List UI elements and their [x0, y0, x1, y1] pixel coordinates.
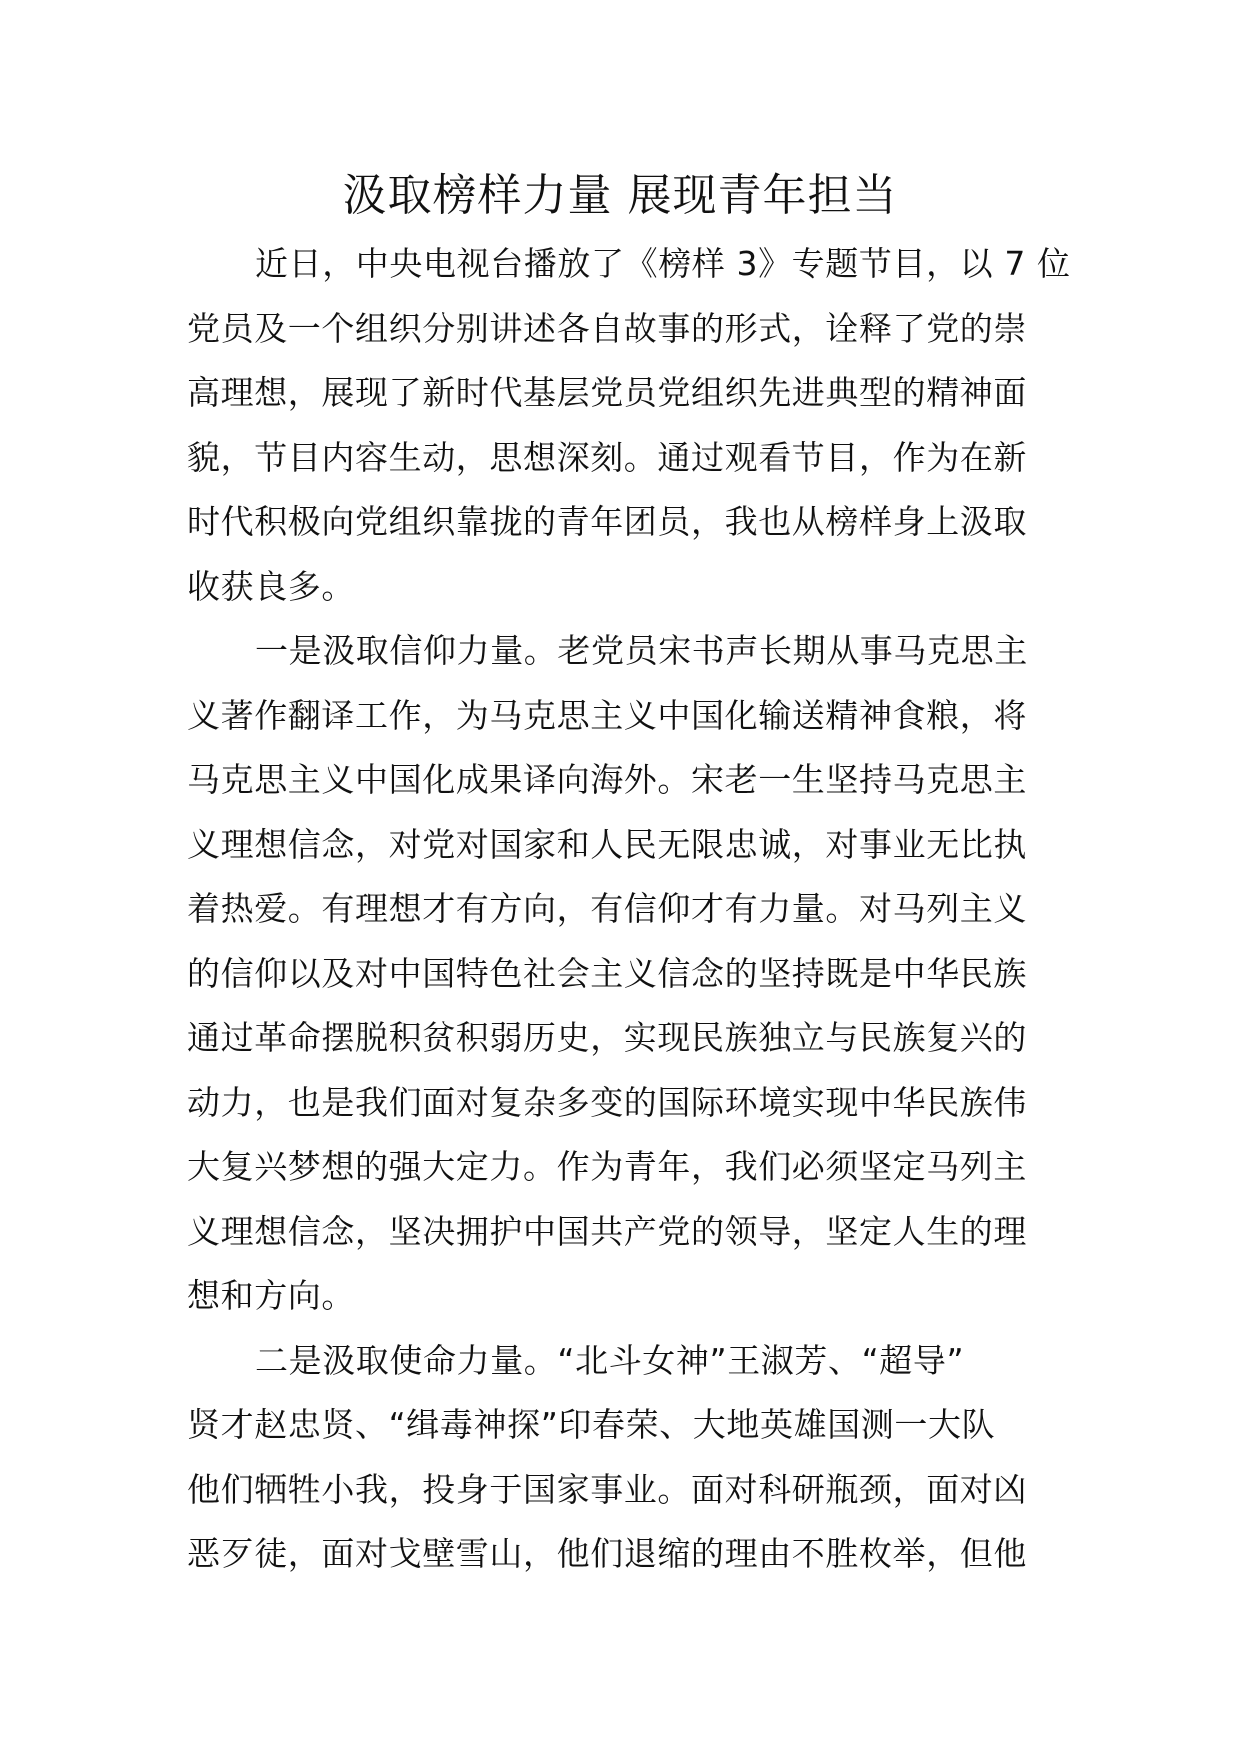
text-line: 动力，也是我们面对复杂多变的国际环境实现中华民族伟: [187, 1082, 1027, 1122]
text-line: 义理想信念，坚决拥护中国共产党的领导，坚定人生的理: [187, 1211, 1027, 1251]
text-line: 义理想信念，对党对国家和人民无限忠诚，对事业无比执: [187, 824, 1027, 864]
text-line: 一是汲取信仰力量。老党员宋书声长期从事马克思主: [255, 631, 1028, 670]
text-line: 时代积极向党组织靠拢的青年团员，我也从榜样身上汲取: [187, 502, 1027, 541]
text-line: 恶歹徒，面对戈壁雪山，他们退缩的理由不胜枚举，但他: [187, 1534, 1027, 1573]
text-line: 的信仰以及对中国特色社会主义信念的坚持既是中华民族: [187, 953, 1027, 993]
text-line: 马克思主义中国化成果译向海外。宋老一生坚持马克思主: [187, 760, 1027, 799]
document-body: [187, 232, 1071, 1587]
text-line: 高理想，展现了新时代基层党员党组织先进典型的精神面: [187, 373, 1027, 412]
text-line: 着热爱。有理想才有方向，有信仰才有力量。对马列主义: [187, 889, 1027, 928]
text-line: 貌，节目内容生动，思想深刻。通过观看节目，作为在新: [187, 437, 1027, 477]
text-line: 收获良多。: [187, 566, 355, 606]
text-line: 想和方向。: [187, 1276, 355, 1315]
document-title: 汲取榜样力量 展现青年担当: [342, 170, 898, 221]
text-line: 他们牺牲小我，投身于国家事业。面对科研瓶颈，面对凶: [187, 1469, 1027, 1509]
text-line: 党员及一个组织分别讲述各自故事的形式，诠释了党的崇: [187, 308, 1027, 348]
text-line: 通过革命摆脱积贫积弱历史，实现民族独立与民族复兴的: [187, 1018, 1027, 1057]
text-line: 二是汲取使命力量。“北斗女神”王淑芳、“超导”: [255, 1340, 965, 1380]
text-line: 义著作翻译工作，为马克思主义中国化输送精神食粮，将: [187, 695, 1027, 735]
text-line: 大复兴梦想的强大定力。作为青年，我们必须坚定马列主: [187, 1147, 1027, 1186]
text-line: 近日，中央电视台播放了《榜样 3》专题节目，以 7 位: [255, 244, 1071, 283]
text-line: 贤才赵忠贤、“缉毒神探”印春荣、大地英雄国测一大队: [187, 1405, 996, 1444]
